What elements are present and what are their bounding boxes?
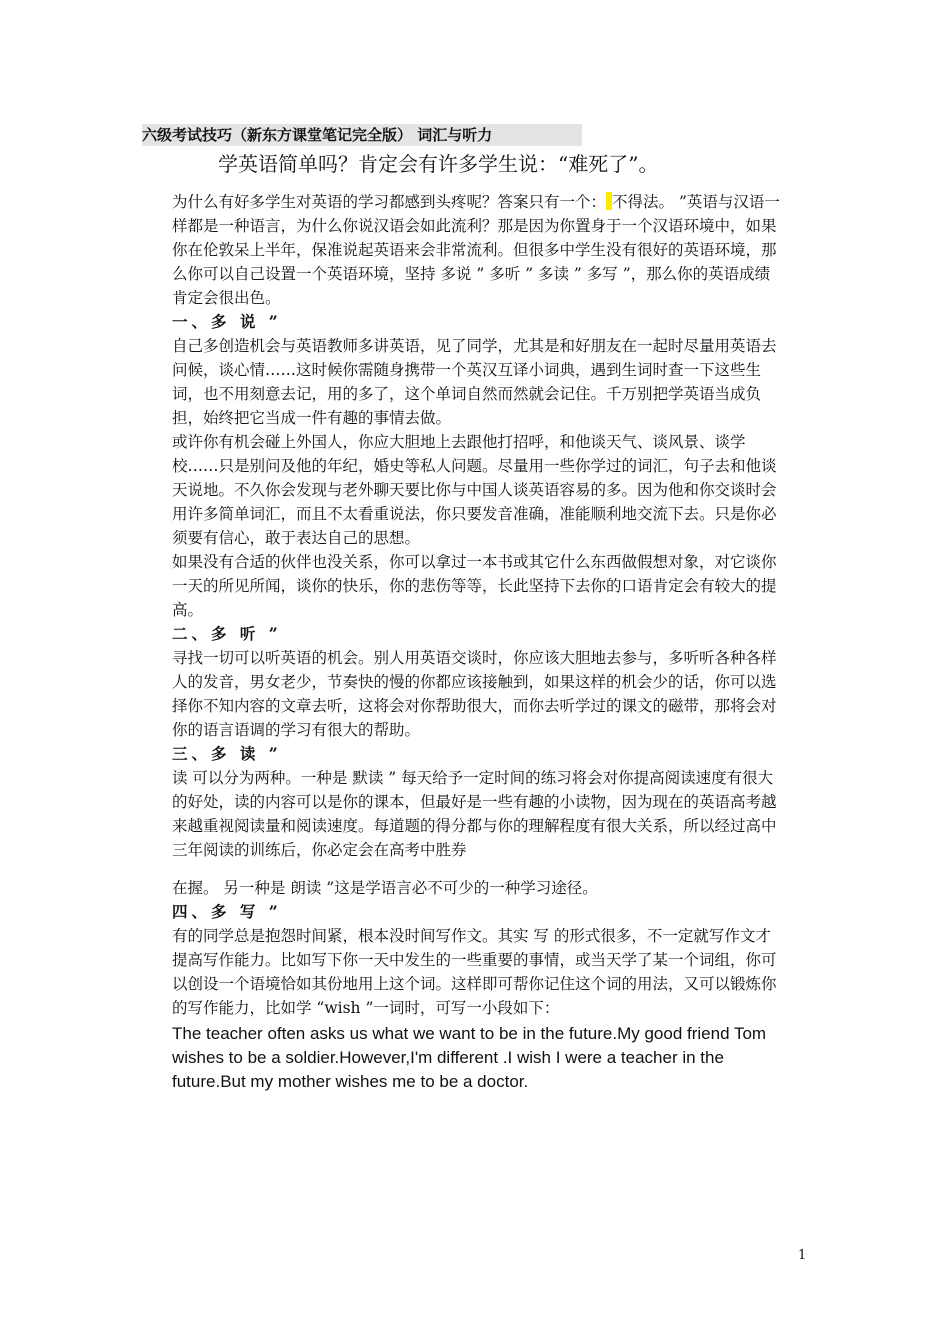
section-heading-read: 三、多 读 ”	[172, 744, 282, 763]
section-paragraph: 有的同学总是抱怨时间紧，根本没时间写作文。其实 写 的形式很多，不一定就写作文才提高写作能力。比如写下你一天中发生的一些重要的事情，或当天学了某一个词组，你可以创设一个语境恰如其份地用上这个词。这样即可帮你记住这个词的用法，又可以锻炼你的写作能力，比如学 “wish ”一词时，可写一小段如下：	[172, 927, 777, 1017]
section-paragraph: 在握。 另一种是 朗读 ”这是学语言必不可少的一种学习途径。	[172, 879, 598, 897]
section-paragraph: 如果没有合适的伙伴也没关系，你可以拿过一本书或其它什么东西做假想对象，对它谈你一天的所见所闻，谈你的快乐，你的悲伤等等，长此坚持下去你的口语肯定会有较大的提高。	[172, 553, 777, 619]
intro-text-start: 为什么有好多学生对英语的学习都感到头疼呢？答案只有一个：	[172, 193, 607, 211]
english-sample-paragraph: The teacher often asks us what we want to be in the future.My good friend Tom wishes to be a soldier.However,I'm different .I wish I were a teacher in the future.But my mother wishes me to be a doctor.	[172, 1024, 767, 1091]
document-title: 学英语简单吗？肯定会有许多学生说：“难死了”。	[218, 152, 659, 176]
section-paragraph: 或许你有机会碰上外国人，你应大胆地上去跟他打招呼，和他谈天气、谈风景、谈学校……只是别问及他的年纪，婚史等私人问题。尽量用一些你学过的词汇，句子去和他谈天说地。不久你会发现与老外聊天要比你与中国人谈英语容易的多。因为他和你交谈时会用许多简单词汇，而且不太看重说法，你只要发音准确，准能顺利地交流下去。只是你必须要有信心，敢于表达自己的思想。	[172, 433, 777, 547]
intro-paragraph	[172, 190, 782, 310]
section-paragraph: 寻找一切可以听英语的机会。别人用英语交谈时，你应该大胆地去参与，多听听各种各样人的发音，男女老少，节奏快的慢的你都应该接触到，如果这样的机会少的话，你可以选择你不知内容的文章去听，这将会对你帮助很大，而你去听学过的课文的磁带，那将会对你的语言语调的学习有很大的帮助。	[172, 649, 777, 739]
section-heading-speak: 一、多 说 ”	[172, 312, 282, 331]
document-body	[172, 190, 782, 1094]
section-paragraph: 读 可以分为两种。一种是 默读 ” 每天给予一定时间的练习将会对你提高阅读速度有很大的好处，读的内容可以是你的课本，但最好是一些有趣的小读物，因为现在的英语高考越来越重视阅读量和阅读速度。每道题的得分都与你的理解程度有很大关系，所以经过高中三年阅读的训练后，你必定会在高考中胜券	[172, 769, 777, 859]
page-number: 1	[798, 1248, 807, 1263]
section-paragraph: 自己多创造机会与英语教师多讲英语，见了同学，尤其是和好朋友在一起时尽量用英语去问候，谈心情……这时候你需随身携带一个英汉互译小词典，遇到生词时查一下这些生词，也不用刻意去记，用的多了，这个单词自然而然就会记住。千万别把学英语当成负担，始终把它当成一件有趣的事情去做。	[172, 337, 777, 427]
intro-text-end: 不得法。 ”英语与汉语一样都是一种语言，为什么你说汉语会如此流利？那是因为你置身于一个汉语环境中，如果你在伦敦呆上半年，保准说起英语来会非常流利。但很多中学生没有很好的英语环境，那么你可以自己设置一个英语环境，坚持 多说 ” 多听 ” 多读 ” 多写 ”，那么你的英语成绩肯定会很出色。	[172, 193, 780, 307]
section-heading-write: 四、多 写 ”	[172, 902, 282, 921]
document-header: 六级考试技巧（新东方课堂笔记完全版） 词汇与听力	[142, 124, 582, 146]
section-heading-listen: 二、多 听 ”	[172, 624, 282, 643]
page-break-gap	[172, 862, 782, 876]
